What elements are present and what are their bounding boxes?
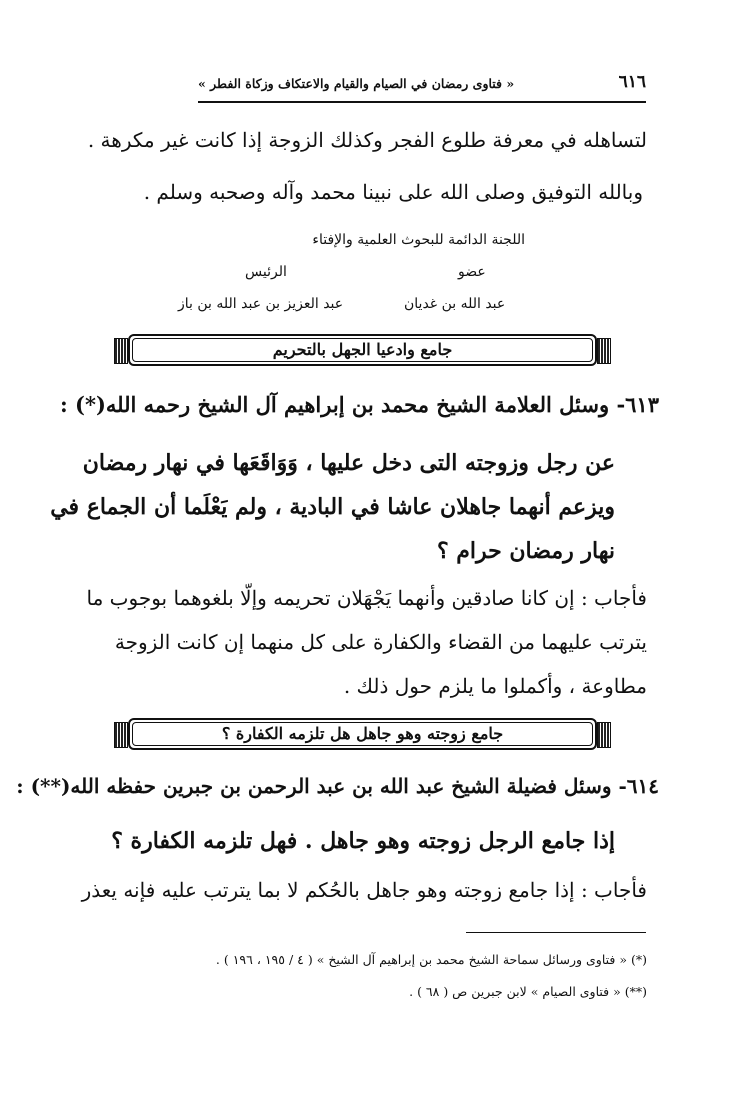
banner-title: جامع زوجته وهو جاهل هل تلزمه الكفارة ؟ bbox=[132, 722, 593, 746]
page-number: ٦١٦ bbox=[618, 72, 646, 92]
section-banner-1 bbox=[114, 334, 611, 366]
answer-613-line-3: مطاوعة ، وأكملوا ما يلزم حول ذلك . bbox=[343, 674, 647, 698]
answer-614-line-1: فأجاب : إذا جامع زوجته وهو جاهل بالحُكم لا بما يترتب عليه فإنه يعذر bbox=[81, 878, 647, 902]
member-title: عضو bbox=[458, 264, 486, 280]
question-613-line-1: عن رجل وزوجته التى دخل عليها ، وَوَاقَعَها في نهار رمضان bbox=[82, 450, 615, 476]
chair-name: عبد العزيز بن عبد الله بن باز bbox=[178, 296, 344, 312]
question-614-line-1: إذا جامع الرجل زوجته وهو جاهل . فهل تلزمه الكفارة ؟ bbox=[111, 828, 615, 854]
question-613-intro: ٦١٣- وسئل العلامة الشيخ محمد بن إبراهيم آل الشيخ رحمه الله(*) : bbox=[59, 392, 659, 417]
question-613-line-3: نهار رمضان حرام ؟ bbox=[436, 538, 615, 564]
answer-613-line-1: فأجاب : إن كانا صادقين وأنهما يَجْهَلان تحريمه وإلّا بلغوهما بوجوب ما bbox=[86, 586, 647, 610]
chair-title: الرئيس bbox=[245, 264, 287, 280]
footnote-1: (*) « فتاوى ورسائل سماحة الشيخ محمد بن إبراهيم آل الشيخ » ( ٤ / ١٩٥ ، ١٩٦ ) . bbox=[215, 952, 647, 967]
footnote-2: (**) « فتاوى الصيام » لابن جبرين ص ( ٦٨ ) . bbox=[409, 984, 647, 999]
banner-cap-right bbox=[597, 722, 611, 748]
header-rule bbox=[198, 101, 646, 103]
section-banner-2 bbox=[114, 718, 611, 750]
running-title: « فتاوى رمضان في الصيام والقيام والاعتكاف وزكاة الفطر » bbox=[198, 76, 515, 91]
intro-line-2: وبالله التوفيق وصلى الله على نبينا محمد وآله وصحبه وسلم . bbox=[143, 180, 643, 204]
committee-name: اللجنة الدائمة للبحوث العلمية والإفتاء bbox=[312, 232, 525, 248]
intro-line-1: لتساهله في معرفة طلوع الفجر وكذلك الزوجة إذا كانت غير مكرهة . bbox=[87, 128, 647, 152]
banner-cap-right bbox=[597, 338, 611, 364]
banner-cap-left bbox=[114, 722, 128, 748]
member-name: عبد الله بن غديان bbox=[404, 296, 506, 312]
banner-title: جامع وادعيا الجهل بالتحريم bbox=[132, 338, 593, 362]
answer-613-line-2: يترتب عليهما من القضاء والكفارة على كل منهما إن كانت الزوجة bbox=[114, 630, 647, 654]
banner-cap-left bbox=[114, 338, 128, 364]
question-614-intro: ٦١٤- وسئل فضيلة الشيخ عبد الله بن عبد الرحمن بن جبرين حفظه الله(**) : bbox=[16, 774, 659, 798]
footnote-rule bbox=[466, 932, 646, 933]
running-header bbox=[198, 72, 646, 102]
question-613-line-2: ويزعم أنهما جاهلان عاشا في البادية ، ولم يَعْلَما أن الجماع في bbox=[50, 494, 615, 520]
